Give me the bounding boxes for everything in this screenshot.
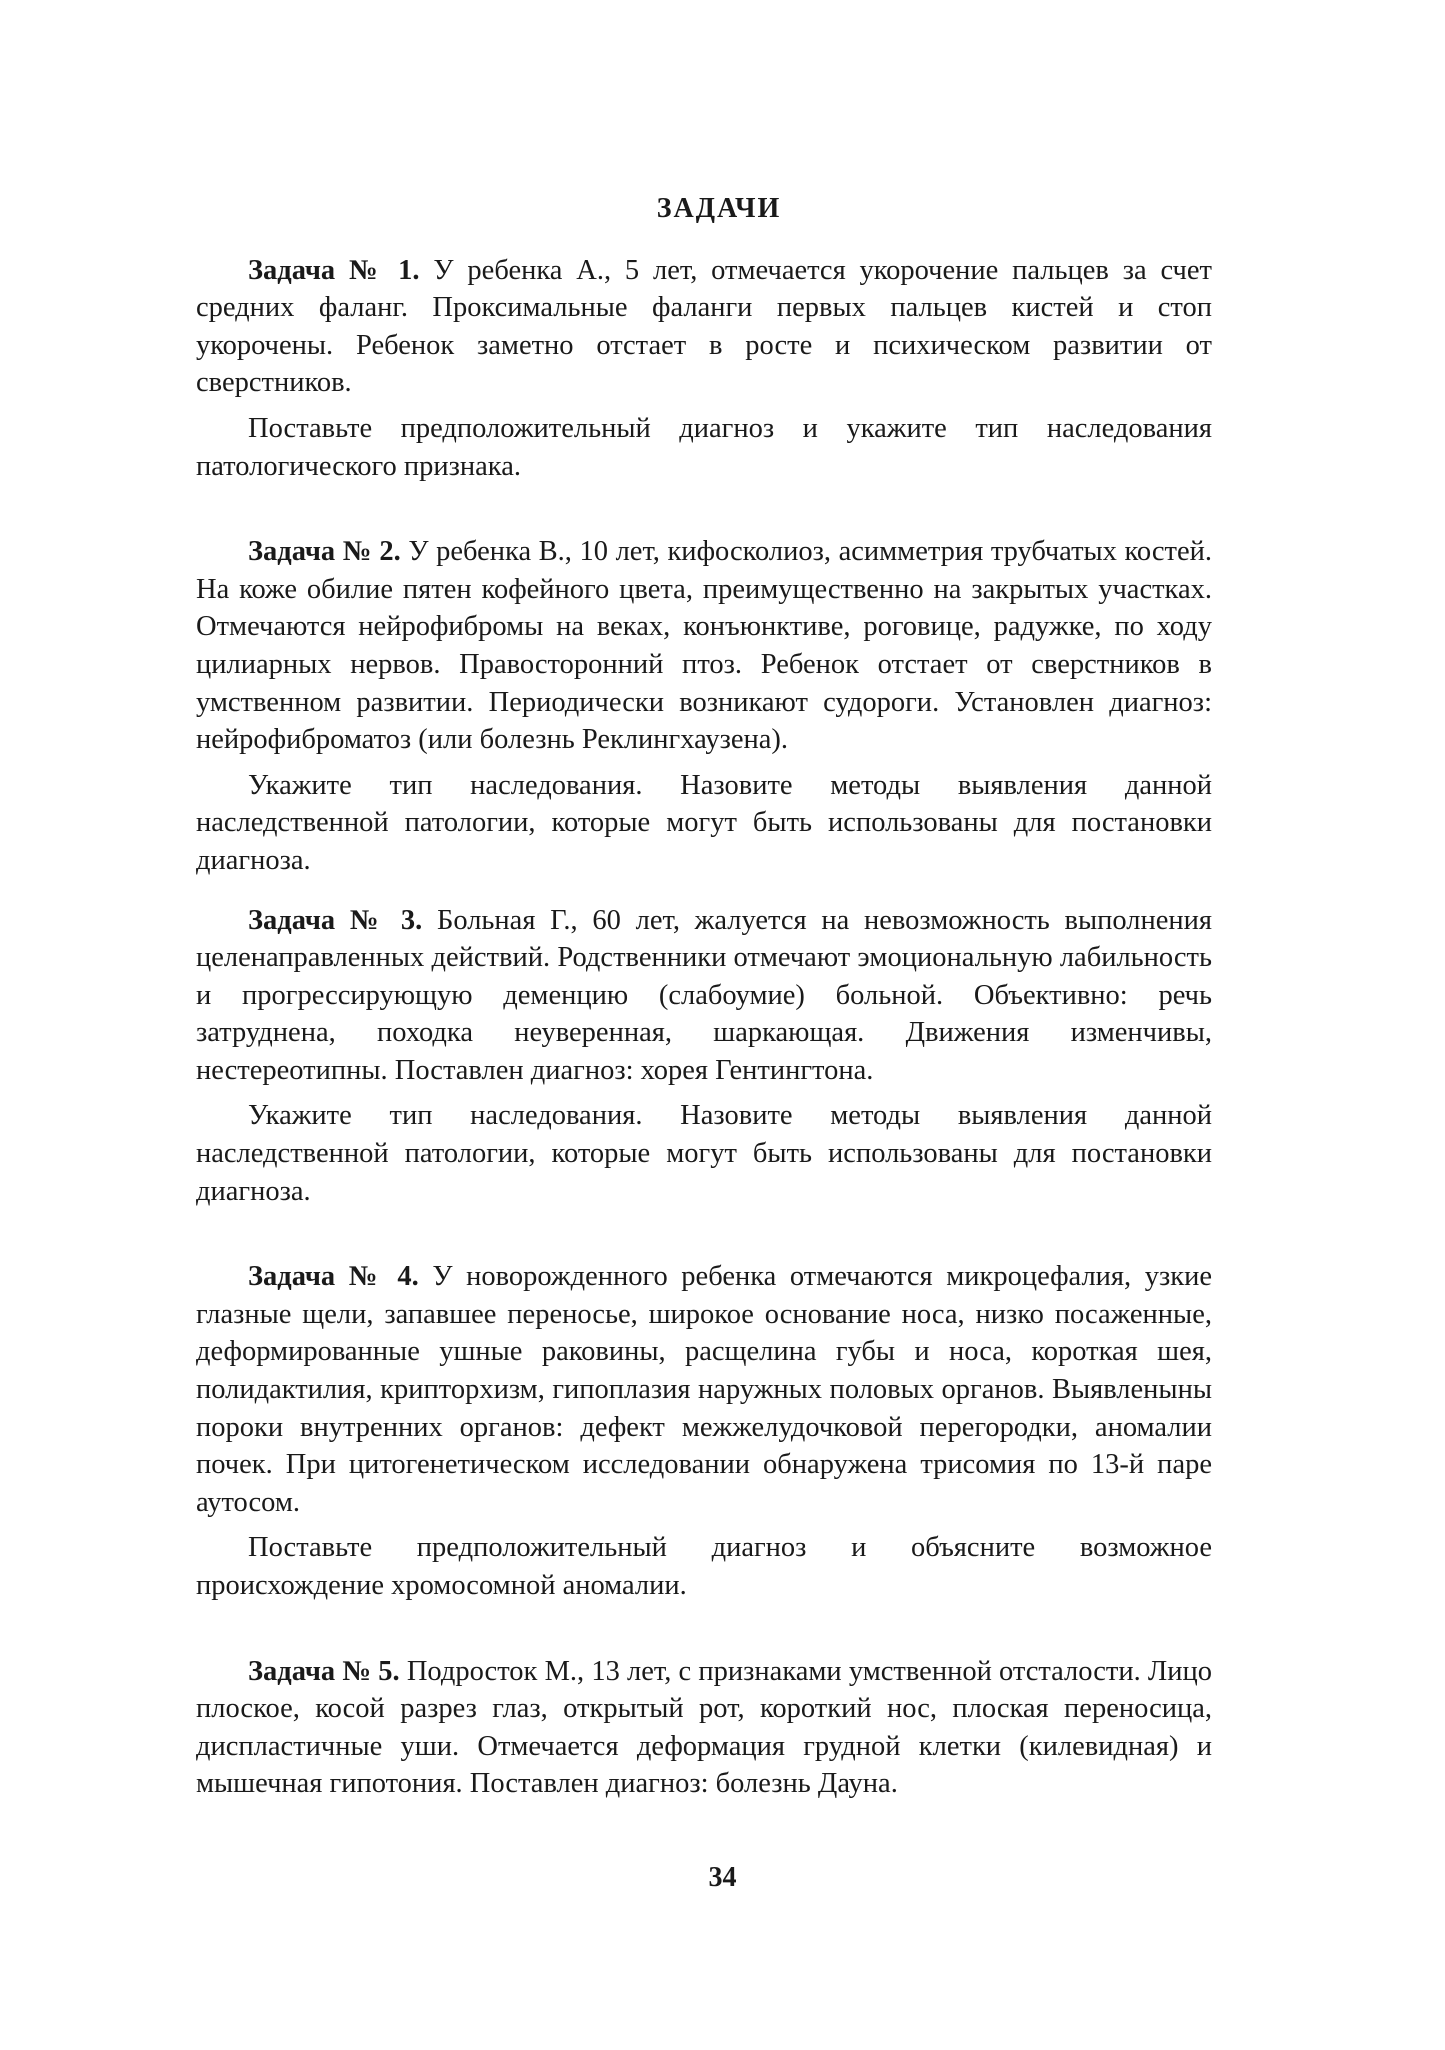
task-condition xyxy=(196,1653,1212,1803)
task-question: Поставьте предположительный диагноз и укажите тип наследования патологического признака. xyxy=(196,412,1212,482)
task-condition xyxy=(196,902,1212,1090)
task-label: Задача № 1. xyxy=(248,254,420,286)
task-condition-text: У новорожденного ребенка отмечаются микроцефалия, узкие глазные щели, запавшее переносье, широкое основание носа, низко посаженные, деформированные ушные раковины, расщелина губы и носа, короткая шея, полидактилия, крипторхизм, гипоплазия наружных половых органов. Выявленыны пороки внутренних органов: дефект межжелудочковой перегородки, аномалии почек. При цитогенетическом исследовании обнаружена трисомия по 13-й паре аутосом. xyxy=(196,1261,1213,1518)
task-question: Поставьте предположительный диагноз и объясните возможное происхождение хромосомной аномалии. xyxy=(196,1532,1212,1601)
task-condition xyxy=(196,1258,1212,1521)
task-condition xyxy=(196,533,1212,759)
task-3 xyxy=(196,902,1212,1211)
task-label: Задача № 3. xyxy=(248,904,423,936)
page-title: ЗАДАЧИ xyxy=(656,193,782,224)
task-condition-text: Больная Г., 60 лет, жалуется на невозможность выполнения целенаправленных действий. Родственники отмечают эмоциональную лабильность и прогрессирующую деменцию (слабоумие) больной. Объективно: речь затруднена, походка неуверенная, шаркающая. Движения изменчивы, нестереотипны. Поставлен диагноз: хорея Гентингтона. xyxy=(196,904,1212,1086)
task-label: Задача № 5. xyxy=(248,1655,400,1687)
task-condition-text: У ребенка В., 10 лет, кифосколиоз, асимметрия трубчатых костей. На коже обилие пятен кофейного цвета, преимущественно на закрытых участках. Отмечаются нейрофибромы на веках, конъюнктиве, роговице, радужке, по ходу цилиарных нервов. Правосторонний птоз. Ребенок отстает от сверстников в умственном развитии. Периодически возникают судороги. Установлен диагноз: нейрофиброматоз (или болезнь Реклингхаузена). xyxy=(196,536,1212,756)
task-question: Укажите тип наследования. Назовите методы выявления данной наследственной патологии, которые могут быть использованы для постановки диагноза. xyxy=(196,1100,1212,1207)
page-number: 34 xyxy=(708,1862,737,1893)
task-condition-text: У ребенка А., 5 лет, отмечается укорочение пальцев за счет средних фаланг. Проксимальные фаланги первых пальцев кистей и стоп укорочены. Ребенок заметно отстает в росте и психическом развитии от сверстников. xyxy=(196,254,1213,399)
task-label: Задача № 4. xyxy=(248,1261,419,1293)
task-2 xyxy=(196,533,1212,879)
task-4 xyxy=(196,1258,1212,1604)
task-label: Задача № 2. xyxy=(248,536,401,568)
task-1 xyxy=(196,252,1212,486)
task-5 xyxy=(196,1653,1212,1803)
task-question: Укажите тип наследования. Назовите методы выявления данной наследственной патологии, которые могут быть использованы для постановки диагноза. xyxy=(196,769,1212,876)
task-condition-text: Подросток М., 13 лет, с признаками умственной отсталости. Лицо плоское, косой разрез глаз, открытый рот, короткий нос, плоская переносица, диспластичные уши. Отмечается деформация грудной клетки (килевидная) и мышечная гипотония. Поставлен диагноз: болезнь Дауна. xyxy=(196,1655,1212,1800)
task-condition xyxy=(196,252,1212,402)
page-content xyxy=(196,190,1212,1803)
